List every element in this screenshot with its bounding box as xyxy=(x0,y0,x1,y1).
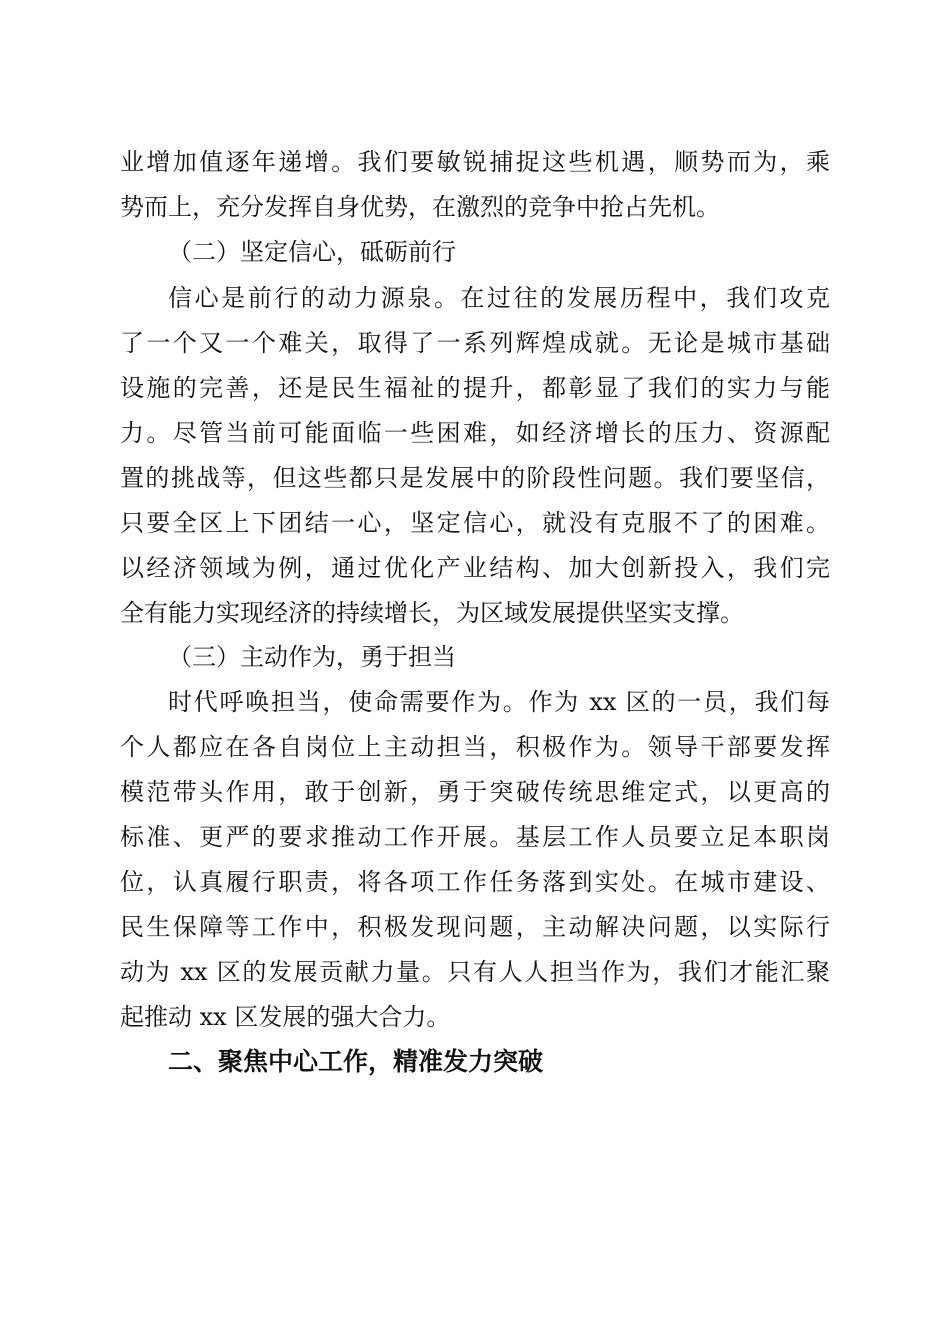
paragraph-line: 全有能力实现经济的持续增长，为区域发展提供坚实支撑。 xyxy=(120,599,744,627)
paragraph-line: 民生保障等工作中，积极发现问题，主动解决问题，以实际行 xyxy=(120,913,830,941)
paragraph-line: 位，认真履行职责，将各项工作任务落到实处。在城市建设、 xyxy=(120,868,830,896)
paragraph-line: 力。尽管当前可能面临一些困难，如经济增长的压力、资源配 xyxy=(120,419,830,447)
paragraph-line: 动为 xx 区的发展贡献力量。只有人人担当作为，我们才能汇聚 xyxy=(120,958,830,986)
paragraph-line: 以经济领域为例，通过优化产业结构、加大创新投入，我们完 xyxy=(120,554,830,582)
paragraph-line: 设施的完善，还是民生福祉的提升，都彰显了我们的实力与能 xyxy=(120,374,830,402)
section-heading: （二）坚定信心，砥砺前行 xyxy=(168,238,456,266)
paragraph-line: 置的挑战等，但这些都只是发展中的阶段性问题。我们要坚信， xyxy=(120,464,830,492)
paragraph-line: 模范带头作用，敢于创新，勇于突破传统思维定式，以更高的 xyxy=(120,778,830,806)
paragraph-line: 时代呼唤担当，使命需要作为。作为 xx 区的一员，我们每 xyxy=(168,688,830,716)
paragraph-line: 信心是前行的动力源泉。在过往的发展历程中，我们攻克 xyxy=(168,284,830,312)
paragraph-line: 了一个又一个难关，取得了一系列辉煌成就。无论是城市基础 xyxy=(120,329,830,357)
paragraph-line: 标准、更严的要求推动工作开展。基层工作人员要立足本职岗 xyxy=(120,823,830,851)
paragraph-line: 个人都应在各自岗位上主动担当，积极作为。领导干部要发挥 xyxy=(120,733,830,761)
section-heading: （三）主动作为，勇于担当 xyxy=(168,643,456,671)
paragraph-line: 业增加值逐年递增。我们要敏锐捕捉这些机遇，顺势而为，乘 xyxy=(120,148,830,176)
paragraph-line: 起推动 xx 区发展的强大合力。 xyxy=(120,1003,451,1031)
chapter-heading: 二、聚焦中心工作，精准发力突破 xyxy=(168,1047,544,1076)
paragraph-line: 只要全区上下团结一心，坚定信心，就没有克服不了的困难。 xyxy=(120,509,830,537)
paragraph-line: 势而上，充分发挥自身优势，在激烈的竞争中抢占先机。 xyxy=(120,193,720,221)
